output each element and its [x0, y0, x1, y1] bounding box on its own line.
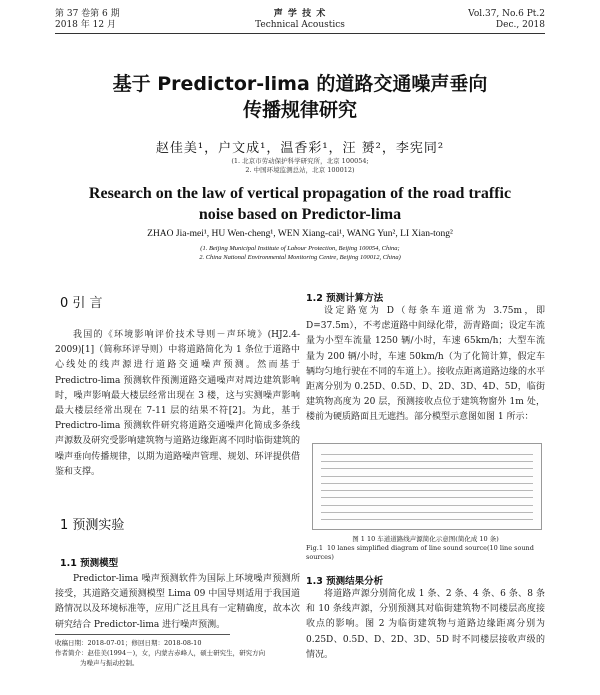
affiliations-cn: [0, 157, 600, 175]
affiliations-en: [0, 244, 600, 262]
title-cn-line1: 基于 Predictor-lima 的道路交通噪声垂向: [112, 73, 488, 95]
affiliation-en-1: (1. Beijing Municipal Institute of Labour Protection, Beijing 100054, China;: [200, 245, 400, 252]
journal-date: 2018 年 12 月: [55, 20, 116, 30]
section-1-1-body: [55, 572, 300, 633]
affiliation-cn-1: (1. 北京市劳动保护科学研究所，北京 100054;: [231, 157, 369, 165]
lane-line: [321, 497, 533, 498]
footnote-rule: [55, 634, 230, 635]
page-title-en: [0, 183, 600, 225]
header-center: [200, 9, 400, 31]
figure-1-caption-cn: 图 1 10 车道道路线声源简化示意图(简化成 10 条): [352, 535, 499, 543]
volume-en: Vol.37, No.6 Pt.2: [468, 9, 545, 19]
footnote: [55, 638, 300, 668]
journal-name-cn: 声 学 技 术: [273, 9, 327, 19]
lane-line: [321, 519, 533, 520]
section-1-heading: 1 预测实验: [60, 518, 125, 533]
section-1-1-heading: 1.1 预测模型: [60, 558, 119, 569]
lane-line: [321, 454, 533, 455]
footnote-author: 作者简介：赵佳美(1994－)，女，内蒙古赤峰人，硕士研究生，研究方向: [55, 649, 266, 657]
lane-line: [321, 483, 533, 484]
figure-1-label: Fig.1: [306, 544, 323, 552]
intro-paragraph: 我国的《环境影响评价技术导则－声环境》(HJ2.4-2009)[1]（简称环评导则）中将道路简化为 1 条位于道路中心线处的线声源进行道路交通噪声预测。然而基于 Predictro-lima 预测软件预测道路交通噪声对周边建筑影响时，噪声影响最大楼层经常出现在 3 楼，这与实测噪声影响最大楼层经常出现在 7-11 层的结果不符[2]。为此，基于 Predictro-lima 预测软件研究将道路交通噪声化简成多条线声源数及研究受影响建筑物与道路边缘距离不同时临街建筑的噪声垂向传播规律，以期为道路噪声管理、规划、环评提供借鉴和支撑。: [55, 330, 300, 477]
authors-cn: 赵佳美¹，户文成¹，温香彩¹，汪 赟²，李宪同²: [155, 141, 445, 156]
lane-line: [321, 505, 533, 506]
title-en-line2: noise based on Predictor-lima: [198, 206, 402, 223]
lane-line: [321, 461, 533, 462]
results-paragraph: 将道路声源分别简化成 1 条、2 条、4 条、6 条、8 条和 10 条线声源，分别预测其对临街建筑物不同楼层高度接收点的影响。图 2 为临街建筑物与道路边缘距离分别为 0.25D、0.5D、D、2D、3D、5D 时不同楼层接收声级的情况。: [306, 589, 545, 660]
section-1-2-heading: 1.2 预测计算方法: [306, 293, 384, 304]
authors-en: ZHAO Jia-mei¹, HU Wen-cheng¹, WEN Xiang-cai¹, WANG Yun², LI Xian-tong²: [147, 229, 453, 239]
journal-volume: 第 37 卷第 6 期: [55, 9, 120, 19]
header-right: [468, 9, 545, 31]
footnote-dates: 收稿日期：2018-07-01；修回日期：2018-08-10: [55, 639, 202, 647]
lane-line: [321, 512, 533, 513]
lane-line: [321, 468, 533, 469]
affiliation-cn-2: 2. 中国环境监测总站，北京 100012): [245, 166, 355, 174]
header-rule: [55, 33, 545, 34]
footnote-author-cont: 为噪声与振动控制。: [80, 659, 139, 667]
figure-1-lanes: [321, 454, 533, 519]
title-cn-line2: 传播规律研究: [242, 99, 357, 121]
affiliation-en-2: 2. China National Environmental Monitoring Centre, Beijing 100012, China): [199, 254, 401, 261]
figure-1-caption-text: 10 lanes simplified diagram of line sound source(10 line sound sources): [306, 544, 534, 561]
model-paragraph: Predictor-lima 噪声预测软件为国际上环境噪声预测所接受，其道路交通预测模型 Lima 09 中国导则适用于我国道路情况以及环境标准等，应用广泛且具有一定精确度，故本次研究结合 Predictor-lima 进行噪声预测。: [55, 574, 300, 630]
section-1-3-body: [306, 587, 545, 663]
date-en: Dec., 2018: [495, 20, 545, 30]
lane-line: [321, 476, 533, 477]
section-1-2-body: [306, 304, 545, 426]
section-0-heading: 0 引 言: [60, 296, 103, 311]
header-left: [55, 9, 120, 31]
title-en-line1: Research on the law of vertical propagation of the road traffic: [88, 185, 512, 202]
figure-1-caption-en: [306, 544, 545, 562]
method-paragraph: 设定路宽为 D（每条车道道常为 3.75m，即 D=37.5m），不考虑道路中间绿化带，沥青路面；设定车流量为小型车流量 1250 辆/小时，车速 65km/h；大型车流量为 200 辆/小时，车速 50km/h（为了化简计算，假定车辆均匀地行驶在不同的车道上）。接收点距离道路边缘的水平距离分别为 0.25D、0.5D、D、2D、3D、4D、5D，临街建筑物高度为 20 层，预测接收点位于建筑物窗外 1m 处，楼前为硬质路面且无遮挡。部分模型示意图如图 1 所示：: [306, 306, 545, 423]
journal-name-en: Technical Acoustics: [255, 20, 345, 30]
section-1-3-heading: 1.3 预测结果分析: [306, 576, 384, 587]
figure-1: [312, 443, 542, 530]
page-title-cn: [0, 71, 600, 123]
section-0-body: [55, 328, 300, 480]
lane-line: [321, 490, 533, 491]
